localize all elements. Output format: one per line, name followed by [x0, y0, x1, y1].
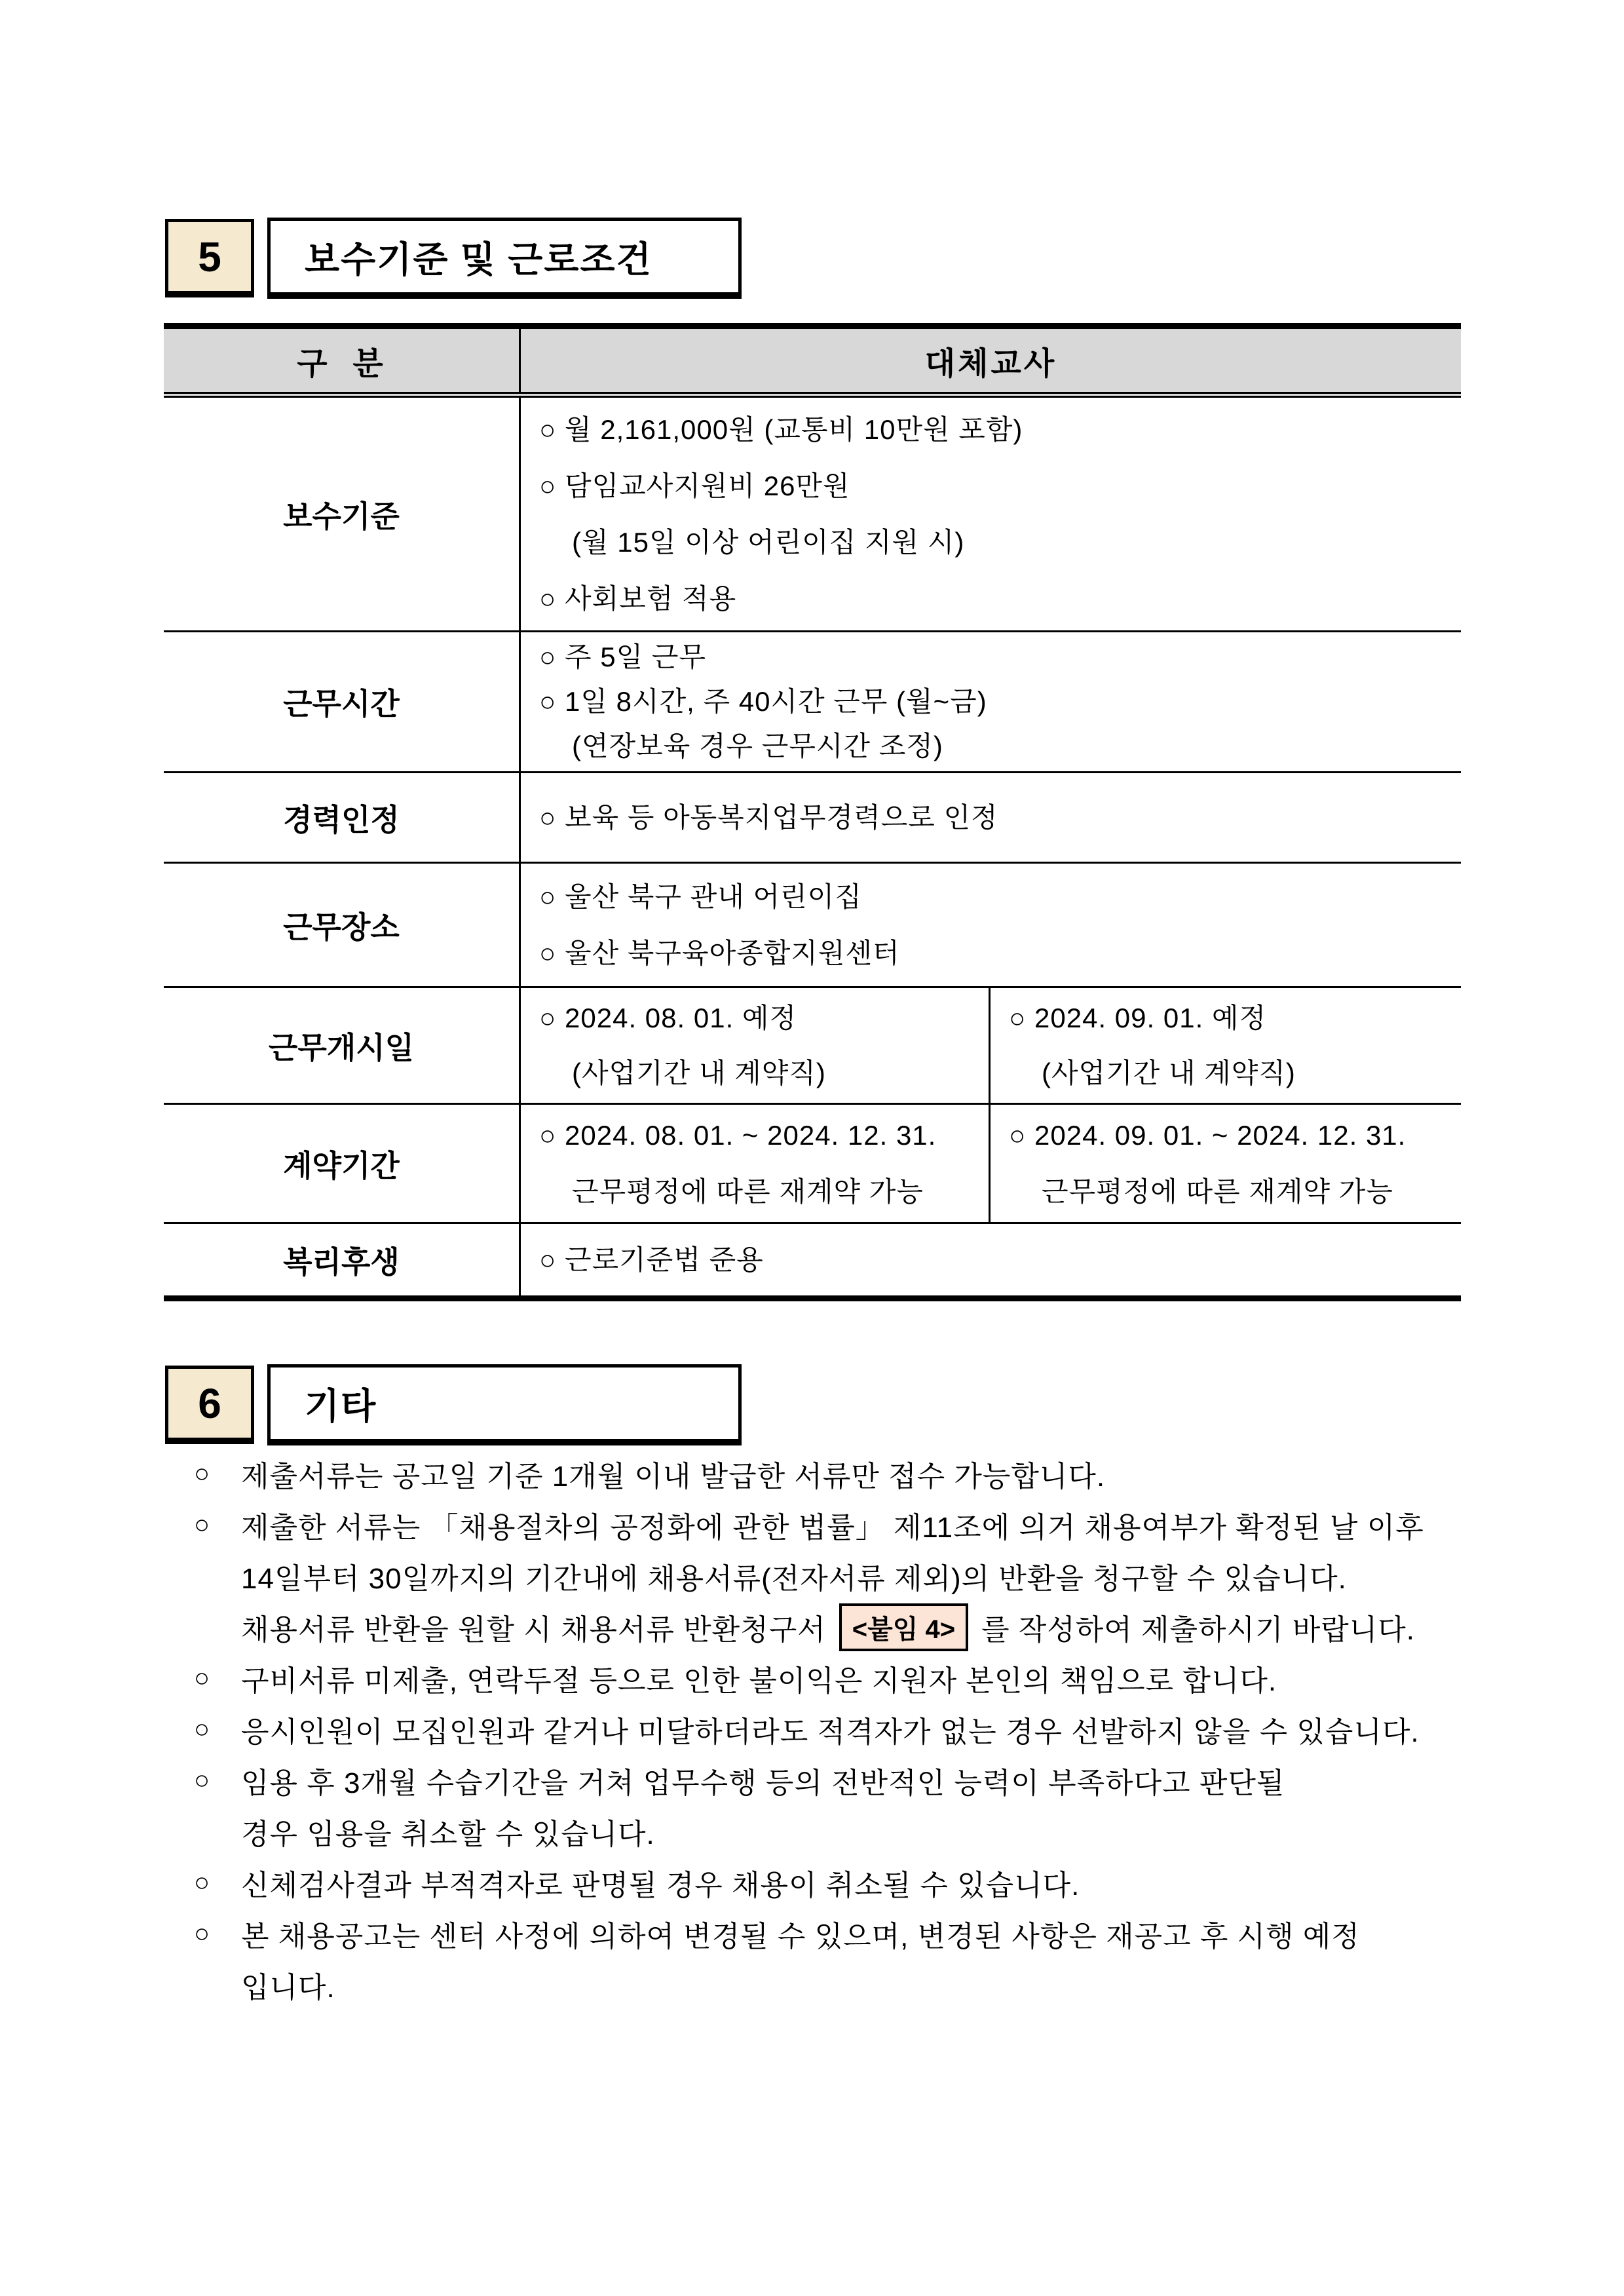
- cell-line: ○ 담임교사지원비 26만원: [539, 470, 850, 501]
- attachment-4-tag: <붙임 4>: [839, 1603, 968, 1651]
- cell-line: (월 15일 이상 어린이집 지원 시): [572, 526, 965, 558]
- bullet-line: [164, 1704, 1513, 1755]
- row-label: 근무장소: [164, 864, 521, 986]
- table-row: [164, 1105, 1461, 1224]
- bullet-line: [164, 1806, 1513, 1857]
- bullet-line: [164, 1653, 1513, 1704]
- bullet-marker: ○: [194, 1867, 211, 1897]
- cell-line: ○ 보육 등 아동복지업무경력으로 인정: [539, 801, 998, 833]
- bullet-text: 구비서류 미제출, 연락두절 등으로 인한 불이익은 지원자 본인의 책임으로 합니다.: [241, 1665, 1277, 1697]
- row-label: 보수기준: [164, 398, 521, 630]
- bullet-line: [164, 1857, 1513, 1908]
- bullet-line: [164, 1550, 1513, 1601]
- section5-title-box: 보수기준 및 근로조건: [267, 218, 742, 299]
- cell-line: 근무평정에 따른 재계약 가능: [1042, 1176, 1393, 1207]
- notes-bullet-list: [164, 1448, 1513, 2010]
- bullet-text: 경우 임용을 취소할 수 있습니다.: [241, 1818, 655, 1850]
- table-header-category: 구 분: [164, 329, 521, 392]
- section6-title-box: 기타: [267, 1364, 742, 1445]
- bullet-line: [164, 1908, 1513, 1959]
- row-cell: [991, 988, 1461, 1103]
- cell-line: (사업기간 내 계약직): [572, 1057, 826, 1088]
- cell-line: ○ 2024. 09. 01. ~ 2024. 12. 31.: [1009, 1119, 1407, 1151]
- cell-line: ○ 울산 북구 관내 어린이집: [539, 881, 862, 912]
- bullet-line: [164, 1601, 1513, 1653]
- bullet-line: [164, 1448, 1513, 1499]
- cell-line: ○ 울산 북구육아종합지원센터: [539, 937, 900, 968]
- section5-number-badge: 5: [165, 219, 254, 297]
- bullet-text: 제출한 서류는 「채용절차의 공정화에 관한 법률」 제11조에 의거 채용여부가 확정된 날 이후: [241, 1512, 1424, 1544]
- bullet-text: 채용서류 반환을 원할 시 채용서류 반환청구서: [241, 1614, 826, 1646]
- table-row: [164, 1224, 1461, 1295]
- row-label: 근무개시일: [164, 988, 521, 1103]
- bullet-marker: ○: [194, 1919, 211, 1948]
- row-label: 경력인정: [164, 773, 521, 862]
- bullet-text: 응시인원이 모집인원과 같거나 미달하더라도 적격자가 없는 경우 선발하지 않을 수 있습니다.: [241, 1716, 1420, 1748]
- row-cell: [521, 773, 1461, 862]
- row-label: 계약기간: [164, 1105, 521, 1222]
- bullet-marker: ○: [194, 1459, 211, 1488]
- bullet-line: [164, 1755, 1513, 1806]
- bullet-text: 14일부터 30일까지의 기간내에 채용서류(전자서류 제외)의 반환을 청구할 수 있습니다.: [241, 1563, 1347, 1595]
- row-cell: [991, 1105, 1461, 1222]
- cell-line: ○ 2024. 09. 01. 예정: [1009, 1002, 1267, 1033]
- table-row: [164, 773, 1461, 864]
- row-cell: [521, 864, 1461, 986]
- table-header-substitute-teacher: 대체교사: [924, 346, 1057, 381]
- row-cell: [521, 632, 1461, 771]
- bullet-text: 제출서류는 공고일 기준 1개월 이내 발급한 서류만 접수 가능합니다.: [241, 1461, 1106, 1493]
- bullet-marker: ○: [194, 1510, 211, 1539]
- section6-number-badge: 6: [165, 1366, 254, 1444]
- bullet-text: 임용 후 3개월 수습기간을 거쳐 업무수행 등의 전반적인 능력이 부족하다고 판단될: [241, 1767, 1285, 1799]
- row-label: 복리후생: [164, 1224, 521, 1295]
- bullet-marker: ○: [194, 1765, 211, 1795]
- table-row: [164, 988, 1461, 1105]
- bullet-marker: ○: [194, 1663, 211, 1693]
- bullet-line: [164, 1499, 1513, 1550]
- cell-line: (연장보육 경우 근무시간 조정): [572, 731, 943, 761]
- row-cell: [521, 1224, 1461, 1295]
- cell-line: ○ 1일 8시간, 주 40시간 근무 (월~금): [539, 686, 987, 717]
- bullet-marker: ○: [194, 1714, 211, 1744]
- row-label: 근무시간: [164, 632, 521, 771]
- cell-line: ○ 2024. 08. 01. ~ 2024. 12. 31.: [539, 1119, 937, 1151]
- compensation-table: [164, 323, 1461, 1301]
- row-cell: [521, 398, 1461, 630]
- cell-line: (사업기간 내 계약직): [1042, 1057, 1296, 1088]
- cell-line: ○ 월 2,161,000원 (교통비 10만원 포함): [539, 413, 1023, 445]
- cell-line: ○ 사회보험 적용: [539, 583, 737, 614]
- row-cell: [521, 1105, 991, 1222]
- cell-line: ○ 주 5일 근무: [539, 641, 707, 672]
- bullet-text-after: 를 작성하여 제출하시기 바랍니다.: [981, 1614, 1416, 1646]
- bullet-text: 신체검사결과 부적격자로 판명될 경우 채용이 취소될 수 있습니다.: [241, 1869, 1080, 1902]
- cell-line: ○ 2024. 08. 01. 예정: [539, 1002, 797, 1033]
- bullet-text: 본 채용공고는 센터 사정에 의하여 변경될 수 있으며, 변경된 사항은 재공고 후 시행 예정: [241, 1921, 1360, 1953]
- table-row: [164, 398, 1461, 632]
- bullet-text: 입니다.: [241, 1972, 335, 2004]
- cell-line: 근무평정에 따른 재계약 가능: [572, 1176, 924, 1207]
- cell-line: ○ 근로기준법 준용: [539, 1244, 764, 1275]
- table-row: [164, 632, 1461, 773]
- table-row: [164, 864, 1461, 988]
- table-header-row: [164, 329, 1461, 398]
- bullet-line: [164, 1959, 1513, 2010]
- row-cell: [521, 988, 991, 1103]
